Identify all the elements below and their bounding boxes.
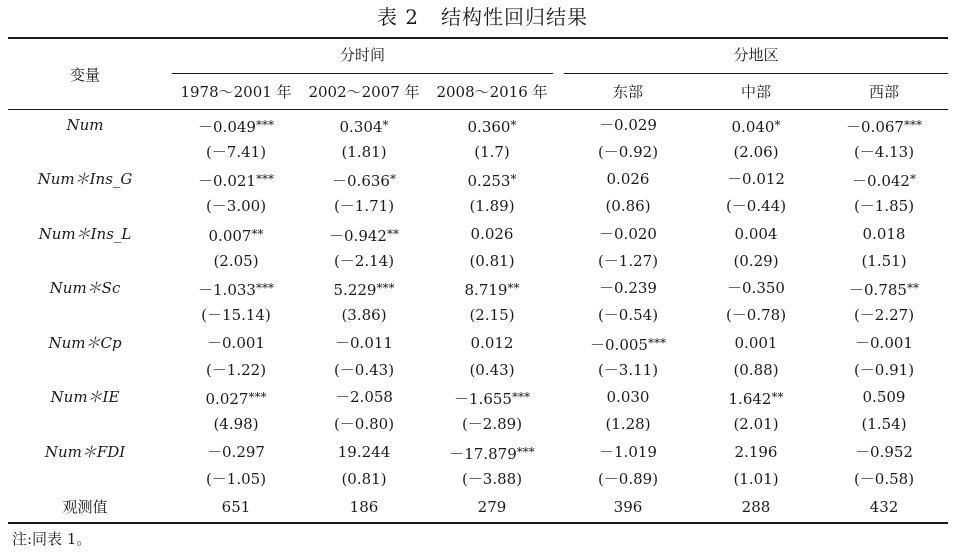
t-statistic-cell: (－4.13)	[853, 143, 915, 161]
significance-stars: *	[510, 118, 517, 132]
column-header: 1978～2001 年	[180, 83, 292, 101]
significance-stars: **	[906, 281, 919, 295]
variable-name: Num＊IE	[50, 388, 120, 406]
t-statistic-cell: (－0.80)	[333, 415, 395, 433]
coefficient-value: 0.027	[205, 390, 249, 408]
coefficient-value: －0.952	[855, 443, 913, 461]
coefficient-value: －0.001	[855, 334, 913, 352]
t-statistic-cell: (－0.92)	[597, 143, 659, 161]
group-rule-region	[564, 73, 948, 74]
significance-stars: ***	[511, 390, 530, 404]
variable-name: Num＊Ins_G	[37, 170, 133, 188]
t-statistic-cell: (1.89)	[469, 197, 515, 215]
significance-stars: ***	[647, 336, 666, 350]
significance-stars: ***	[255, 281, 274, 295]
coefficient-value: 0.012	[470, 334, 514, 352]
t-statistic-cell: (3.86)	[341, 306, 387, 324]
t-statistic-cell: (1.54)	[861, 415, 907, 433]
group-header-time: 分时间	[339, 46, 385, 64]
significance-stars: ***	[903, 118, 922, 132]
t-statistic-cell: (－1.27)	[597, 252, 659, 270]
coefficient-cell	[172, 386, 300, 410]
coefficient-value: －0.011	[335, 334, 393, 352]
t-statistic-cell: (－2.89)	[461, 415, 523, 433]
column-header: 中部	[740, 83, 771, 101]
t-statistic-cell: (2.01)	[733, 415, 779, 433]
table-number: 表 2	[376, 5, 420, 29]
coefficient-cell	[564, 168, 692, 190]
significance-stars: **	[386, 227, 399, 241]
coefficient-value: －0.350	[727, 279, 785, 297]
coefficient-cell	[564, 223, 692, 245]
t-statistic-cell: (－0.43)	[333, 361, 395, 379]
t-statistic-cell: (1.28)	[605, 415, 651, 433]
coefficient-cell	[428, 277, 556, 301]
coefficient-cell	[300, 223, 428, 247]
coefficient-value: －0.636	[332, 172, 390, 190]
t-statistic-cell: (1.51)	[861, 252, 907, 270]
coefficient-cell	[692, 441, 820, 463]
coefficient-value: 0.026	[470, 225, 514, 243]
coefficient-cell	[172, 223, 300, 247]
coefficient-value: 0.007	[208, 227, 252, 245]
observations-value: 651	[221, 498, 251, 516]
coefficient-value: 0.253	[467, 172, 511, 190]
coefficient-cell	[564, 386, 692, 408]
coefficient-cell	[692, 386, 820, 410]
coefficient-value: －0.029	[599, 116, 657, 134]
coefficient-value: 2.196	[734, 443, 778, 461]
coefficient-cell	[692, 114, 820, 138]
t-statistic-cell: (－3.11)	[597, 361, 659, 379]
variable-name: Num	[66, 116, 104, 134]
coefficient-cell	[692, 168, 820, 190]
variable-name: Num＊Cp	[48, 334, 122, 352]
coefficient-cell	[820, 114, 948, 138]
coefficient-value: 5.229	[333, 281, 377, 299]
coefficient-cell	[820, 168, 948, 192]
coefficient-value: －17.879	[449, 445, 517, 463]
coefficient-cell	[300, 277, 428, 301]
coefficient-value: －0.042	[852, 172, 910, 190]
coefficient-value: 0.509	[862, 388, 906, 406]
coefficient-cell	[564, 332, 692, 356]
observations-value: 432	[869, 498, 899, 516]
coefficient-value: 0.040	[731, 118, 775, 136]
coefficient-cell	[564, 441, 692, 463]
significance-stars: ***	[255, 172, 274, 186]
coefficient-value: －0.067	[846, 118, 904, 136]
t-statistic-cell: (4.98)	[213, 415, 259, 433]
coefficient-cell	[300, 332, 428, 354]
header-rule	[8, 109, 948, 110]
coefficient-value: －0.942	[329, 227, 387, 245]
table-title	[0, 2, 961, 32]
t-statistic-cell: (－3.88)	[461, 470, 523, 488]
t-statistic-cell: (－0.44)	[725, 197, 787, 215]
coefficient-cell	[428, 386, 556, 410]
coefficient-cell	[820, 223, 948, 245]
coefficient-cell	[428, 114, 556, 138]
coefficient-cell	[300, 386, 428, 408]
t-statistic-cell: (0.86)	[605, 197, 651, 215]
group-header-region: 分地区	[733, 46, 779, 64]
t-statistic-cell: (1.01)	[733, 470, 779, 488]
coefficient-value: 1.642	[728, 390, 772, 408]
coefficient-cell	[564, 114, 692, 136]
t-statistic-cell: (－1.71)	[333, 197, 395, 215]
t-statistic-cell: (－3.00)	[205, 197, 267, 215]
t-statistic-cell: (－0.89)	[597, 470, 659, 488]
variable-name: Num＊Sc	[49, 279, 121, 297]
bottom-rule	[8, 522, 948, 524]
coefficient-value: －0.049	[198, 118, 256, 136]
coefficient-cell	[172, 441, 300, 463]
significance-stars: *	[510, 172, 517, 186]
significance-stars: **	[771, 390, 784, 404]
coefficient-value: 8.719	[464, 281, 508, 299]
significance-stars: *	[389, 172, 396, 186]
table-caption: 结构性回归结果	[441, 5, 589, 29]
coefficient-cell	[300, 441, 428, 463]
significance-stars: *	[382, 118, 389, 132]
top-rule	[8, 37, 948, 39]
variable-name: Num＊FDI	[44, 443, 126, 461]
t-statistic-cell: (－2.14)	[333, 252, 395, 270]
coefficient-cell	[820, 386, 948, 408]
column-header: 西部	[868, 83, 899, 101]
t-statistic-cell: (2.15)	[469, 306, 515, 324]
coefficient-cell	[820, 277, 948, 301]
significance-stars: **	[251, 227, 264, 241]
significance-stars: *	[909, 172, 916, 186]
coefficient-cell	[428, 223, 556, 245]
variable-header: 变量	[69, 66, 100, 84]
t-statistic-cell: (－0.58)	[853, 470, 915, 488]
coefficient-value: －0.005	[590, 336, 648, 354]
coefficient-value: －0.785	[849, 281, 907, 299]
coefficient-value: 0.001	[734, 334, 778, 352]
coefficient-cell	[300, 114, 428, 138]
column-header: 2002～2007 年	[308, 83, 420, 101]
t-statistic-cell: (2.05)	[213, 252, 259, 270]
coefficient-cell	[428, 332, 556, 354]
coefficient-value: 0.360	[467, 118, 511, 136]
t-statistic-cell: (2.06)	[733, 143, 779, 161]
t-statistic-cell: (0.88)	[733, 361, 779, 379]
coefficient-value: －0.020	[599, 225, 657, 243]
column-header: 2008～2016 年	[436, 83, 548, 101]
t-statistic-cell: (－2.27)	[853, 306, 915, 324]
t-statistic-cell: (0.43)	[469, 361, 515, 379]
observations-label: 观测值	[62, 498, 108, 516]
coefficient-cell	[172, 114, 300, 138]
coefficient-cell	[564, 277, 692, 299]
t-statistic-cell: (－1.85)	[853, 197, 915, 215]
t-statistic-cell: (－0.78)	[725, 306, 787, 324]
coefficient-value: －0.012	[727, 170, 785, 188]
t-statistic-cell: (－1.22)	[205, 361, 267, 379]
coefficient-value: －1.019	[599, 443, 657, 461]
coefficient-cell	[428, 168, 556, 192]
group-rule-time	[172, 73, 553, 74]
t-statistic-cell: (0.29)	[733, 252, 779, 270]
significance-stars: *	[774, 118, 781, 132]
observations-value: 186	[349, 498, 379, 516]
table-note: 注:同表 1。	[12, 530, 92, 548]
coefficient-cell	[172, 277, 300, 301]
observations-value: 396	[613, 498, 643, 516]
coefficient-cell	[820, 441, 948, 463]
observations-value: 288	[741, 498, 771, 516]
coefficient-value: －0.297	[207, 443, 265, 461]
t-statistic-cell: (0.81)	[469, 252, 515, 270]
column-header: 东部	[612, 83, 643, 101]
significance-stars: ***	[516, 445, 535, 459]
significance-stars: **	[507, 281, 520, 295]
coefficient-value: －1.033	[198, 281, 256, 299]
significance-stars: ***	[376, 281, 395, 295]
coefficient-value: 0.026	[606, 170, 650, 188]
t-statistic-cell: (－7.41)	[205, 143, 267, 161]
coefficient-value: 0.018	[862, 225, 906, 243]
coefficient-cell	[692, 223, 820, 245]
t-statistic-cell: (－15.14)	[201, 306, 271, 324]
t-statistic-cell: (1.81)	[341, 143, 387, 161]
coefficient-value: －2.058	[335, 388, 393, 406]
significance-stars: ***	[255, 118, 274, 132]
coefficient-cell	[300, 168, 428, 192]
coefficient-cell	[428, 441, 556, 465]
coefficient-value: 0.004	[734, 225, 778, 243]
coefficient-value: 0.304	[339, 118, 383, 136]
variable-name: Num＊Ins_L	[38, 225, 132, 243]
coefficient-cell	[172, 332, 300, 354]
coefficient-cell	[172, 168, 300, 192]
coefficient-value: 0.030	[606, 388, 650, 406]
coefficient-value: －0.001	[207, 334, 265, 352]
coefficient-value: －1.655	[454, 390, 512, 408]
significance-stars: ***	[248, 390, 267, 404]
coefficient-value: 19.244	[337, 443, 391, 461]
t-statistic-cell: (－0.91)	[853, 361, 915, 379]
coefficient-value: －0.021	[198, 172, 256, 190]
coefficient-cell	[692, 332, 820, 354]
t-statistic-cell: (－0.54)	[597, 306, 659, 324]
t-statistic-cell: (－1.05)	[205, 470, 267, 488]
coefficient-value: －0.239	[599, 279, 657, 297]
coefficient-cell	[820, 332, 948, 354]
coefficient-cell	[692, 277, 820, 299]
t-statistic-cell: (0.81)	[341, 470, 387, 488]
observations-value: 279	[477, 498, 507, 516]
t-statistic-cell: (1.7)	[474, 143, 510, 161]
